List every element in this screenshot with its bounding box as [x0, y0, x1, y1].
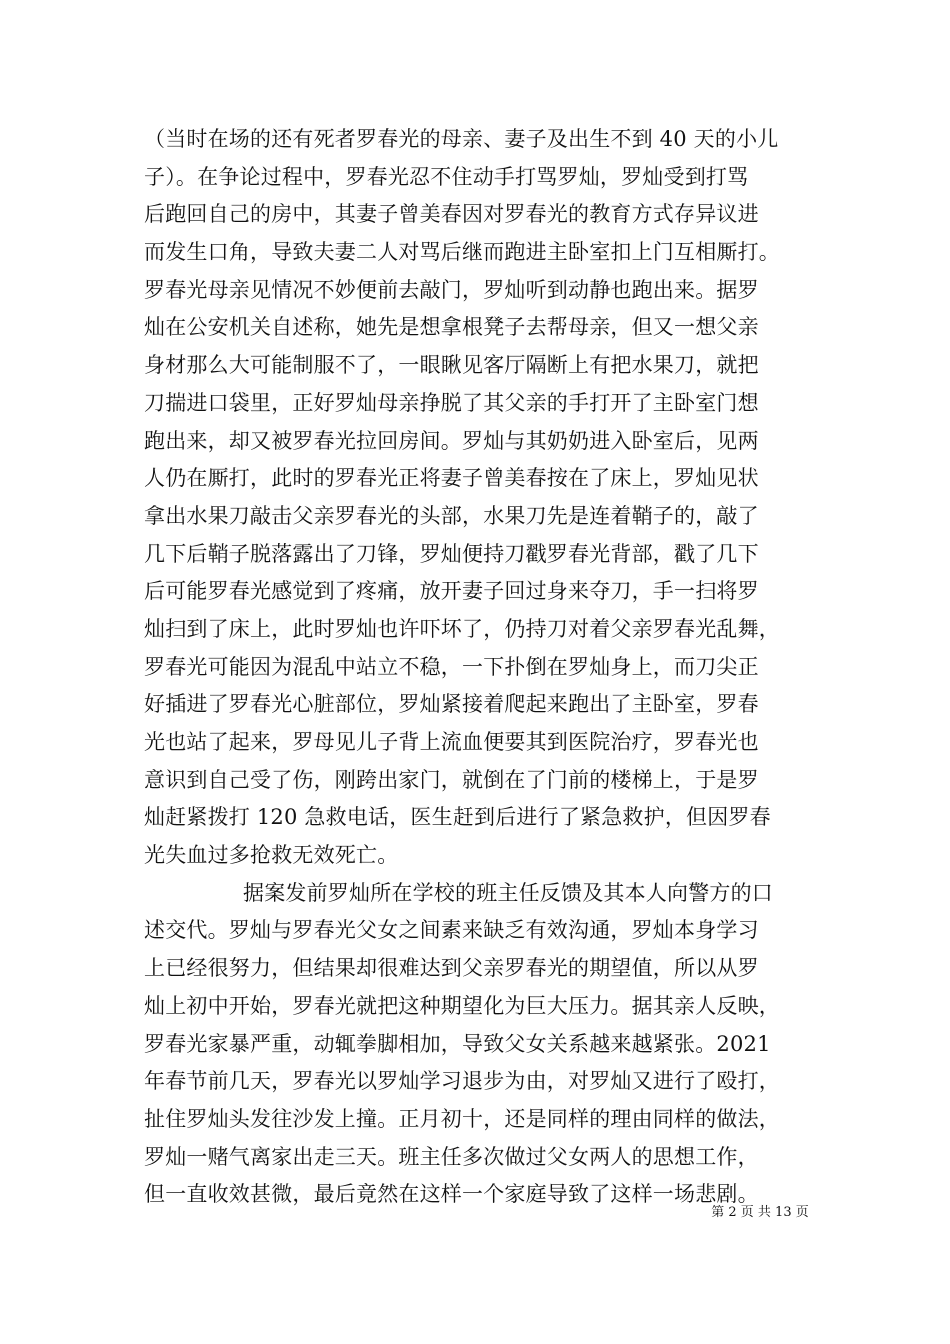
text-line: 跑出来，却又被罗春光拉回房间。罗灿与其奶奶进入卧室后，见两 [144, 428, 759, 453]
text-line: 刀揣进口袋里，正好罗灿母亲挣脱了其父亲的手打开了主卧室门想 [144, 390, 759, 415]
text-line: 扯住罗灿头发往沙发上撞。正月初十，还是同样的理由同样的做法， [144, 1106, 780, 1131]
text-line: 但一直收效甚微，最后竟然在这样一个家庭导致了这样一场悲剧。 [144, 1182, 759, 1207]
text-line: 好插进了罗春光心脏部位，罗灿紧接着爬起来跑出了主卧室，罗春 [144, 692, 759, 717]
text-line: 几下后鞘子脱落露出了刀锋，罗灿便持刀戳罗春光背部，戳了几下 [144, 541, 759, 566]
text-line: 罗春光家暴严重，动辄拳脚相加，导致父女关系越来越紧张。2021 [144, 1031, 771, 1056]
text-line: 光也站了起来，罗母见儿子背上流血便要其到医院治疗，罗春光也 [144, 730, 759, 754]
text-line: 身材那么大可能制服不了，一眼瞅见客厅隔断上有把水果刀，就把 [144, 353, 759, 378]
text-line: 子）。在争论过程中，罗春光忍不住动手打骂罗灿，罗灿受到打骂 [144, 164, 749, 189]
text-line: 灿在公安机关自述称，她先是想拿根凳子去帮母亲，但又一想父亲 [144, 315, 759, 340]
text-line: 而发生口角，导致夫妻二人对骂后继而跑进主卧室扣上门互相厮打。 [144, 240, 780, 265]
page-number-footer: 第 2 页 共 13 页 [711, 1205, 809, 1220]
paragraph-2 [144, 875, 844, 1214]
text-line: 后可能罗春光感觉到了疼痛，放开妻子回过身来夺刀，手一扫将罗 [144, 579, 759, 604]
paragraph-1 [144, 121, 844, 875]
text-line: 年春节前几天，罗春光以罗灿学习退步为由，对罗灿又进行了殴打， [144, 1069, 780, 1094]
text-line: 灿上初中开始，罗春光就把这种期望化为巨大压力。据其亲人反映， [144, 993, 780, 1018]
text-line: 后跑回自己的房中，其妻子曾美春因对罗春光的教育方式存异议进 [144, 202, 759, 227]
document-body [144, 121, 844, 1214]
text-line: 罗灿一赌气离家出走三天。班主任多次做过父女两人的思想工作， [144, 1144, 759, 1169]
text-line: （当时在场的还有死者罗春光的母亲、妻子及出生不到 40 天的小儿 [144, 127, 779, 151]
text-line: 意识到自己受了伤，刚跨出家门，就倒在了门前的楼梯上，于是罗 [144, 767, 759, 792]
text-line: 人仍在厮打，此时的罗春光正将妻子曾美春按在了床上，罗灿见状 [144, 466, 759, 491]
text-line: 光失血过多抢救无效死亡。 [144, 843, 399, 868]
text-line: 述交代。罗灿与罗春光父女之间素来缺乏有效沟通，罗灿本身学习 [144, 918, 759, 943]
text-line: 灿扫到了床上，此时罗灿也许吓坏了，仍持刀对着父亲罗春光乱舞， [144, 616, 780, 641]
text-line: 上已经很努力，但结果却很难达到父亲罗春光的期望值，所以从罗 [144, 956, 759, 981]
text-line: 灿赶紧拨打 120 急救电话，医生赶到后进行了紧急救护，但因罗春 [144, 805, 771, 830]
text-line: 据案发前罗灿所在学校的班主任反馈及其本人向警方的口 [243, 880, 773, 905]
text-line: 拿出水果刀敲击父亲罗春光的头部，水果刀先是连着鞘子的，敲了 [144, 503, 759, 528]
text-line: 罗春光可能因为混乱中站立不稳，一下扑倒在罗灿身上，而刀尖正 [144, 654, 759, 679]
text-line: 罗春光母亲见情况不妙便前去敲门，罗灿听到动静也跑出来。据罗 [144, 277, 759, 302]
